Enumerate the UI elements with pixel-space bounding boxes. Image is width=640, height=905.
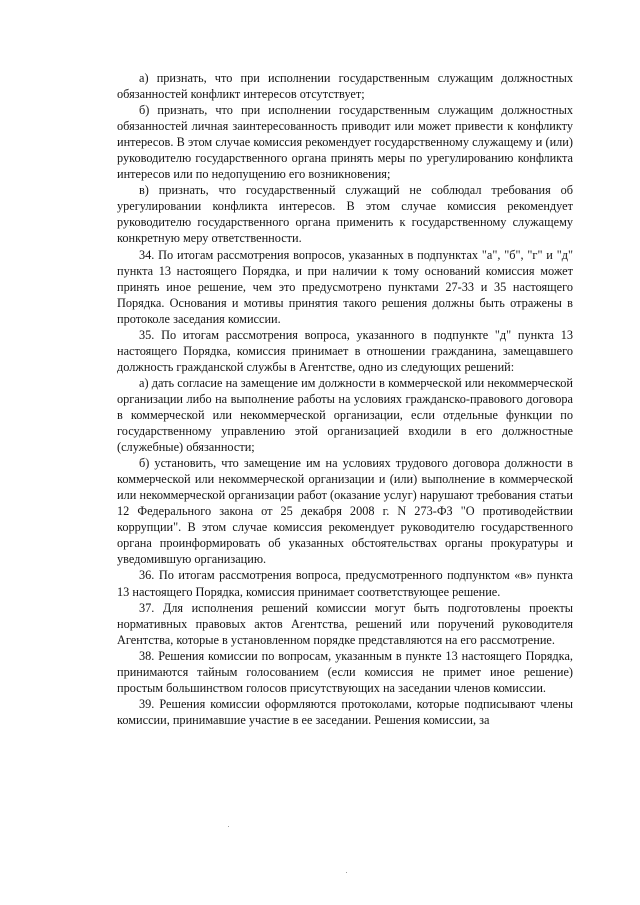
paragraph-clause-35: 35. По итогам рассмотрения вопроса, указанного в подпункте "д" пункта 13 настоящего Порядка, комиссия принимает в отношении гражданина, замещавшего должность гражданской службы в Агентстве, одно из следующих решений: xyxy=(117,327,573,374)
paragraph-clause-38: 38. Решения комиссии по вопросам, указанным в пункте 13 настоящего Порядка, принимаются тайным голосованием (если комиссия не примет иное решение) простым большинством голосов присутствующих на заседании членов комиссии. xyxy=(117,648,573,695)
paragraph-clause-34: 34. По итогам рассмотрения вопросов, указанных в подпунктах "а", "б", "г" и "д" пункта 13 настоящего Порядка, и при наличии к тому оснований комиссия может принять иное решение, чем это предусмотрено пунктами 27-33 и 35 настоящего Порядка. Основания и мотивы принятия такого решения должны быть отражены в протоколе заседания комиссии. xyxy=(117,247,573,326)
paragraph-item-v-violation: в) признать, что государственный служащий не соблюдал требования об урегулировании конфликта интересов. В этом случае комиссия рекомендует руководителю государственного органа применить к государственному служащему конкретную меру ответственности. xyxy=(117,183,573,246)
paragraph-clause-35-item-b: б) установить, что замещение им на условиях трудового договора должности в коммерческой или некоммерческой организации и (или) выполнение в коммерческой или некоммерческой организации работ (оказание услуг) нарушают требования статьи 12 Федерального закона от 25 декабря 2008 г. N 273-ФЗ "О противодействии коррупции". В этом случае комиссия рекомендует руководителю государственного органа проинформировать об указанных обстоятельствах органы прокуратуры и уведомившую организацию. xyxy=(117,456,573,567)
scan-speck xyxy=(346,872,347,873)
paragraph-clause-35-item-a: а) дать согласие на замещение им должности в коммерческой или некоммерческой организации либо на выполнение работы на условиях гражданско-правового договора в коммерческой или некоммерческой организации, если отдельные функции по государственному управлению этой организацией входили в его должностные (служебные) обязанности; xyxy=(117,375,573,455)
paragraph-clause-37: 37. Для исполнения решений комиссии могут быть подготовлены проекты нормативных правовых актов Агентства, решений или поручений руководителя Агентства, которые в установленном порядке представляются на его рассмотрение. xyxy=(117,600,573,647)
paragraph-item-b-interest-conflict: б) признать, что при исполнении государственным служащим должностных обязанностей личная заинтересованность приводит или может привести к конфликту интересов. В этом случае комиссия рекомендует государственному служащему и (или) руководителю государственного органа принять меры по урегулированию конфликта интересов или по недопущению его возникновения; xyxy=(117,103,573,182)
scan-speck xyxy=(228,826,229,827)
paragraph-clause-36: 36. По итогам рассмотрения вопроса, предусмотренного подпунктом «в» пункта 13 настоящего Порядка, комиссия принимает соответствующее решение. xyxy=(117,568,573,599)
paragraph-clause-39: 39. Решения комиссии оформляются протоколами, которые подписывают члены комиссии, принимавшие участие в ее заседании. Решения комиссии, за xyxy=(117,696,573,727)
paragraph-item-a-no-conflict: а) признать, что при исполнении государственным служащим должностных обязанностей конфликт интересов отсутствует; xyxy=(117,71,573,102)
document-body xyxy=(117,70,573,728)
